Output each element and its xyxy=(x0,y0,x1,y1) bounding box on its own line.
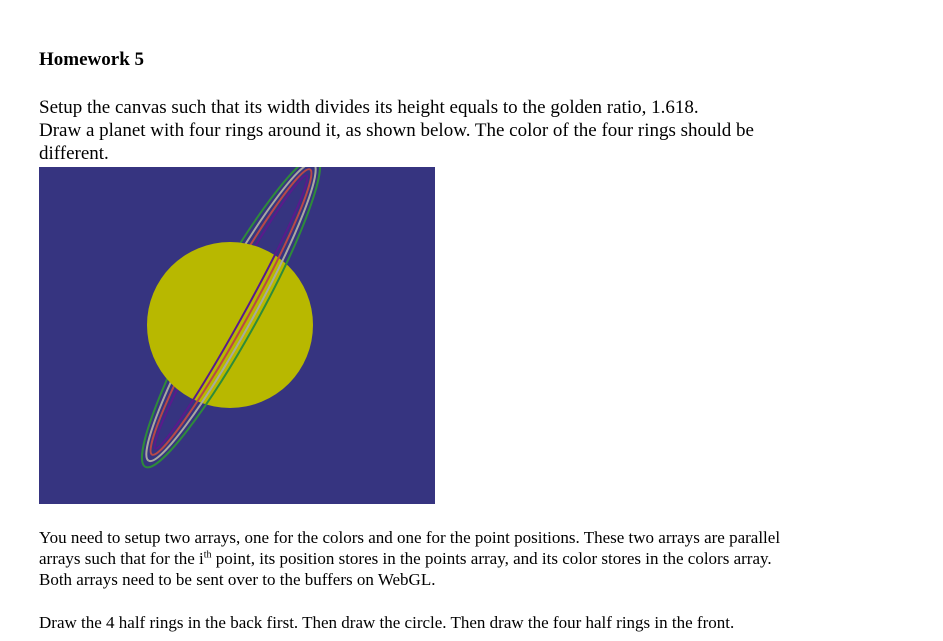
intro-line-3: different. xyxy=(39,143,109,164)
draw-order-paragraph: Draw the 4 half rings in the back first. Then draw the circle. Then draw the four half rings in the front. xyxy=(39,613,735,632)
arrays-line-3: Both arrays need to be sent over to the buffers on WebGL. xyxy=(39,570,436,589)
intro-paragraph xyxy=(39,96,899,165)
arrays-line-1: You need to setup two arrays, one for the colors and one for the point positions. These two arrays are parallel xyxy=(39,528,781,547)
intro-line-1: Setup the canvas such that its width divides its height equals to the golden ratio, 1.618. xyxy=(39,97,699,118)
superscript-th: th xyxy=(203,549,212,561)
arrays-line-2-end: point, its position stores in the points array, and its color stores in the colors array. xyxy=(211,549,772,568)
page-title: Homework 5 xyxy=(39,49,145,70)
arrays-line-2 xyxy=(39,548,909,569)
intro-line-2: Draw a planet with four rings around it, as shown below. The color of the four rings should be xyxy=(39,120,754,141)
planet-circle xyxy=(147,242,313,408)
planet-figure xyxy=(39,167,435,504)
arrays-paragraph xyxy=(39,527,909,590)
arrays-line-2-start: arrays such that for the i xyxy=(39,549,204,568)
